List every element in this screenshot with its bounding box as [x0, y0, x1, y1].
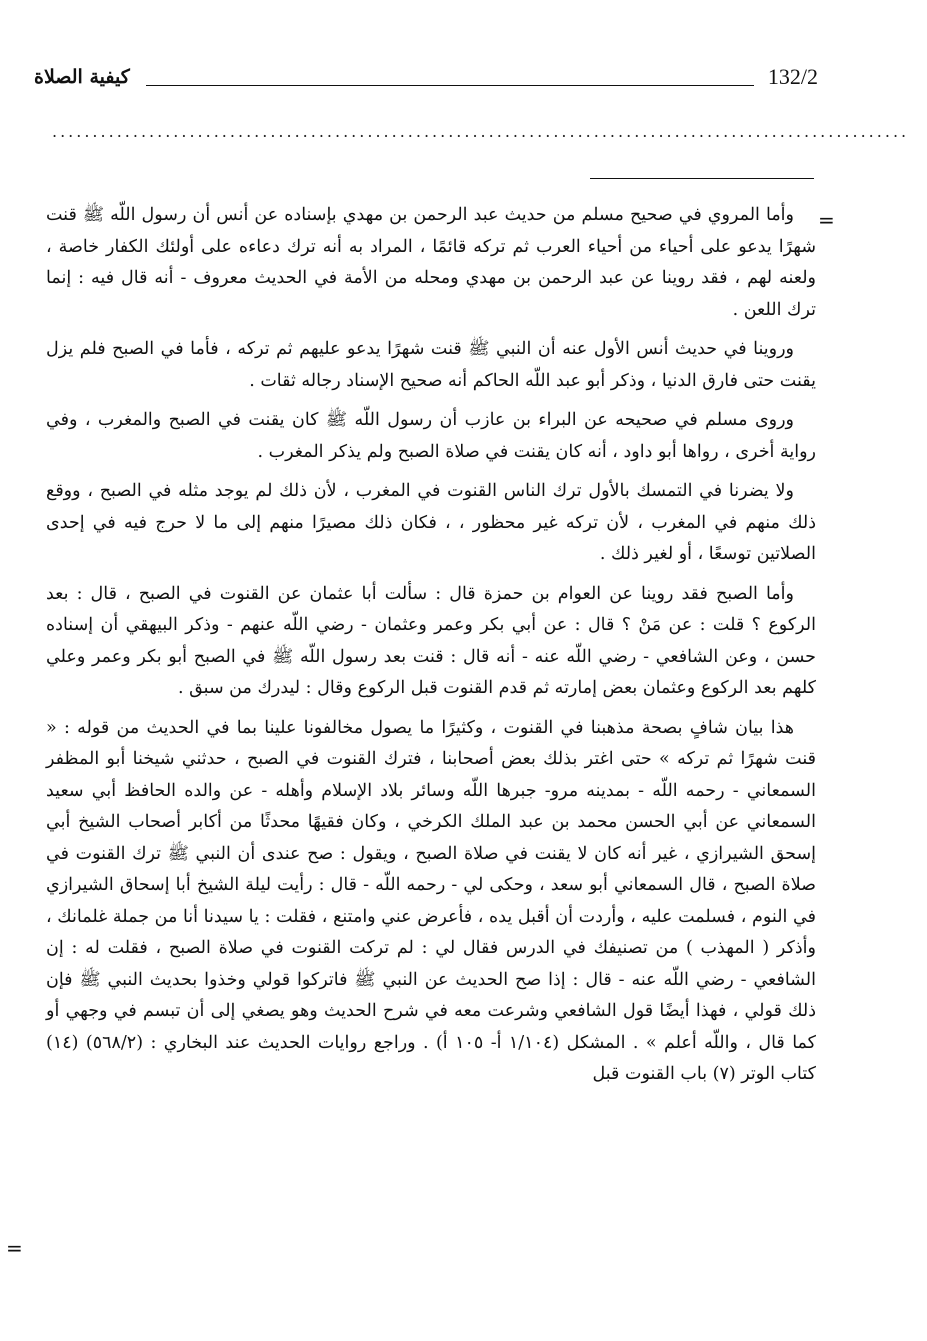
paragraph: وأما الصبح فقد روينا عن العوام بن حمزة قال : سألت أبا عثمان عن القنوت في الصبح ، قال : بعد الركوع ؟ قلت : عن مَنْ ؟ قال : عن أبي بكر وعمر وعثمان - رضي اللّه عنهم - وذكر البيهقي أن إسناده حسن ، وعن الشافعي - رضي اللّه عنه - أنه قال : قنت بعد رسول اللّه ﷺ في الصبح أبو بكر وعمر وعلي كلهم بعد الركوع وعثمان بعض إمارته ثم قدم القنوت قبل الركوع وقال : ليدرك من سبق .: [46, 583, 816, 698]
paragraph: وروى مسلم في صحيحه عن البراء بن عازب أن رسول اللّه ﷺ كان يقنت في الصبح والمغرب ، وفي رواية أخرى ، رواها أبو داود ، أنه كان يقنت في صلاة الصبح ولم يذكر المغرب .: [46, 410, 816, 462]
header-rule: [146, 85, 754, 86]
continuation-mark-bottom: =: [6, 1236, 23, 1260]
paragraph: وروينا في حديث أنس الأول عنه أن النبي ﷺ قنت شهرًا يدعو عليهم ثم تركه ، فأما في الصبح فلم يزل يقنت حتى فارق الدنيا ، وذكر أبو عبد اللّه الحاكم أنه صحيح الإسناد رجاله ثقات .: [46, 339, 816, 391]
running-header: [28, 66, 818, 100]
paragraph: هذا بيان شافٍ بصحة مذهبنا في القنوت ، وكثيرًا ما يصول مخالفونا علينا بما في الحديث من قوله : « قنت شهرًا ثم تركه » حتى اغتر بذلك بعض أصحابنا ، فترك القنوت في الصبح ، حدثني شيخنا أبو المظفر السمعاني - رحمه اللّه - بمدينه مرو- جبرها اللّه وسائر بلاد الإسلام وأهله - عن والده الحافظ أبي سعيد السمعاني عن أبي الحسن محمد بن عبد الملك الكرخي ، وكان فقيهًا محدثًا من أكابر أصحاب الشيخ أبي إسحق الشيرازي ، غير أنه كان لا يقنت في صلاة الصبح ، ويقول : صح عندى أن النبي ﷺ ترك القنوت في صلاة الصبح ، قال السمعاني أبو سعد ، وحكى لي - رحمه اللّه - قال : رأيت ليلة الشيخ أبا إسحاق الشيرازي في النوم ، فسلمت عليه ، وأردت أن أقبل يده ، فأعرض عني وامتنع ، فقلت : يا سيدنا أنا من جملة غلمانك ، وأذكر ( المهذب ) من تصنيفك في الدرس فقال لي : لم تركت القنوت في صلاة الصبح ، فقلت له : إن الشافعي - رضي اللّه عنه - قال : إذا صح الحديث عن النبي ﷺ فاتركوا قولي وخذوا بحديث النبي ﷺ فإن ذلك قولي ، فهذا أيضًا قول الشافعي وشرعت معه في شرح الحديث وهو يصغي إلى أن تبسم في وجهي أو كما قال ، واللّه أعلم » . المشكل (١/١٠٤ أ- ١٠٥ أ) . وراجع روايات الحديث عند البخاري : (٥٦٨/٢) (١٤) كتاب الوتر (٧) باب القنوت قبل: [46, 717, 816, 1084]
continuation-mark-top: =: [818, 208, 835, 232]
running-title: كيفية الصلاة: [34, 66, 130, 88]
paragraph: وأما المروي في صحيح مسلم من حديث عبد الرحمن بن مهدي بإسناده عن أنس أن رسول اللّه ﷺ قنت شهرًا يدعو على أحياء من أحياء العرب ثم تركه قائمًا ، المراد به أنه ترك دعاءه على أولئك الكفار خاصة ، ولعنه لهم ، فقد روينا عن عبد الرحمن بن مهدي ومحله من الأمة في الحديث معروف - أنه قال فيه : إنما ترك اللعن .: [46, 205, 816, 320]
footnote-text: [46, 200, 816, 1091]
paragraph: ولا يضرنا في التمسك بالأول ترك الناس القنوت في المغرب ، لأن ذلك لم يوجد مثله في الصبح ، ووقع ذلك منهم في المغرب ، لأن تركه غير محظور ، ، فكان ذلك مصيرًا منهم إلى ما لا حرج فيه في إحدى الصلاتين توسعًا ، أو لغير ذلك .: [46, 481, 816, 564]
footnote-rule: [590, 178, 814, 179]
page-number: 132/2: [767, 64, 818, 89]
dotted-separator: ..........................................................................................................: [52, 122, 910, 141]
